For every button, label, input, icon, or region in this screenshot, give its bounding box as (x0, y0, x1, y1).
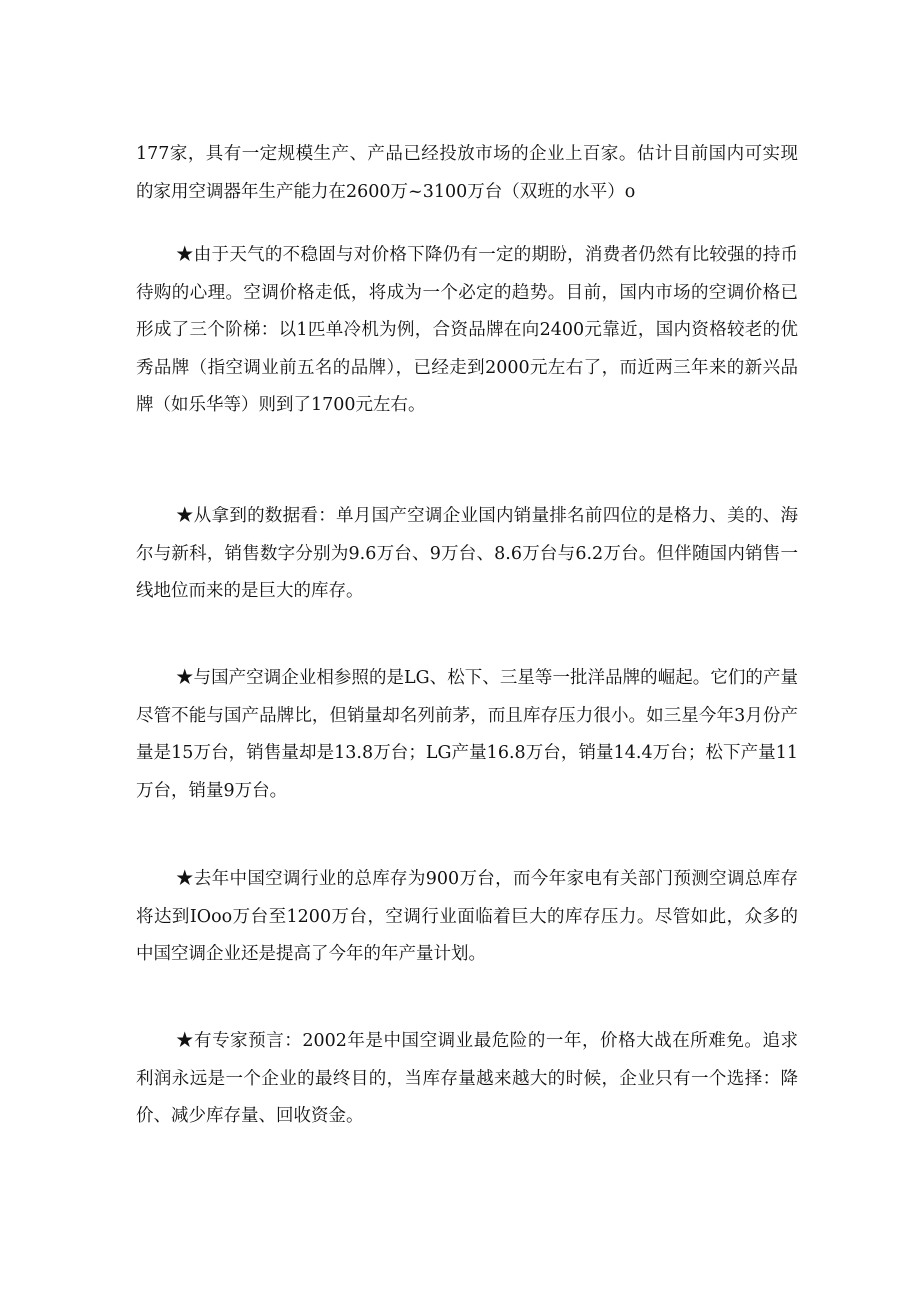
paragraph-foreign-brands: ★与国产空调企业相参照的是LG、松下、三星等一批洋品牌的崛起。它们的产量尽管不能与国产品牌比，但销量却名列前茅，而且库存压力很小。如三星今年3月份产量是15万台，销售量却是13.8万台；LG产量16.8万台，销量14.4万台；松下产量11万台，销量9万台。 (136, 668, 798, 801)
paragraph-inventory: ★去年中国空调行业的总库存为900万台，而今年家电有关部门预测空调总库存将达到IOoo万台至1200万台，空调行业面临着巨大的库存压力。尽管如此，众多的中国空调企业还是提高了今年的年产量计划。 (136, 869, 798, 964)
paragraph-expert-forecast: ★有专家预言：2002年是中国空调业最危险的一年，价格大战在所难免。追求利润永远是一个企业的最终目的，当库存量越来越大的时候，企业只有一个选择：降价、减少库存量、回收资金。 (136, 1031, 798, 1126)
paragraph-sales-data: ★从拿到的数据看：单月国产空调企业国内销量排名前四位的是格力、美的、海尔与新科，销售数字分别为9.6万台、9万台、8.6万台与6.2万台。但伴随国内销售一线地位而来的是巨大的库存。 (136, 506, 798, 601)
paragraph-capacity: 177家，具有一定规模生产、产品已经投放市场的企业上百家。估计目前国内可实现的家用空调器年生产能力在2600万~3100万台（双班的水平）o (136, 144, 798, 202)
paragraph-price-trend: ★由于天气的不稳固与对价格下降仍有一定的期盼，消费者仍然有比较强的持币待购的心理。空调价格走低，将成为一个必定的趋势。目前，国内市场的空调价格已形成了三个阶梯：以1匹单冷机为例，合资品牌在向2400元靠近，国内资格较老的优秀品牌（指空调业前五名的品牌），已经走到2000元左右了，而近两三年来的新兴品牌（如乐华等）则到了1700元左右。 (136, 245, 798, 415)
